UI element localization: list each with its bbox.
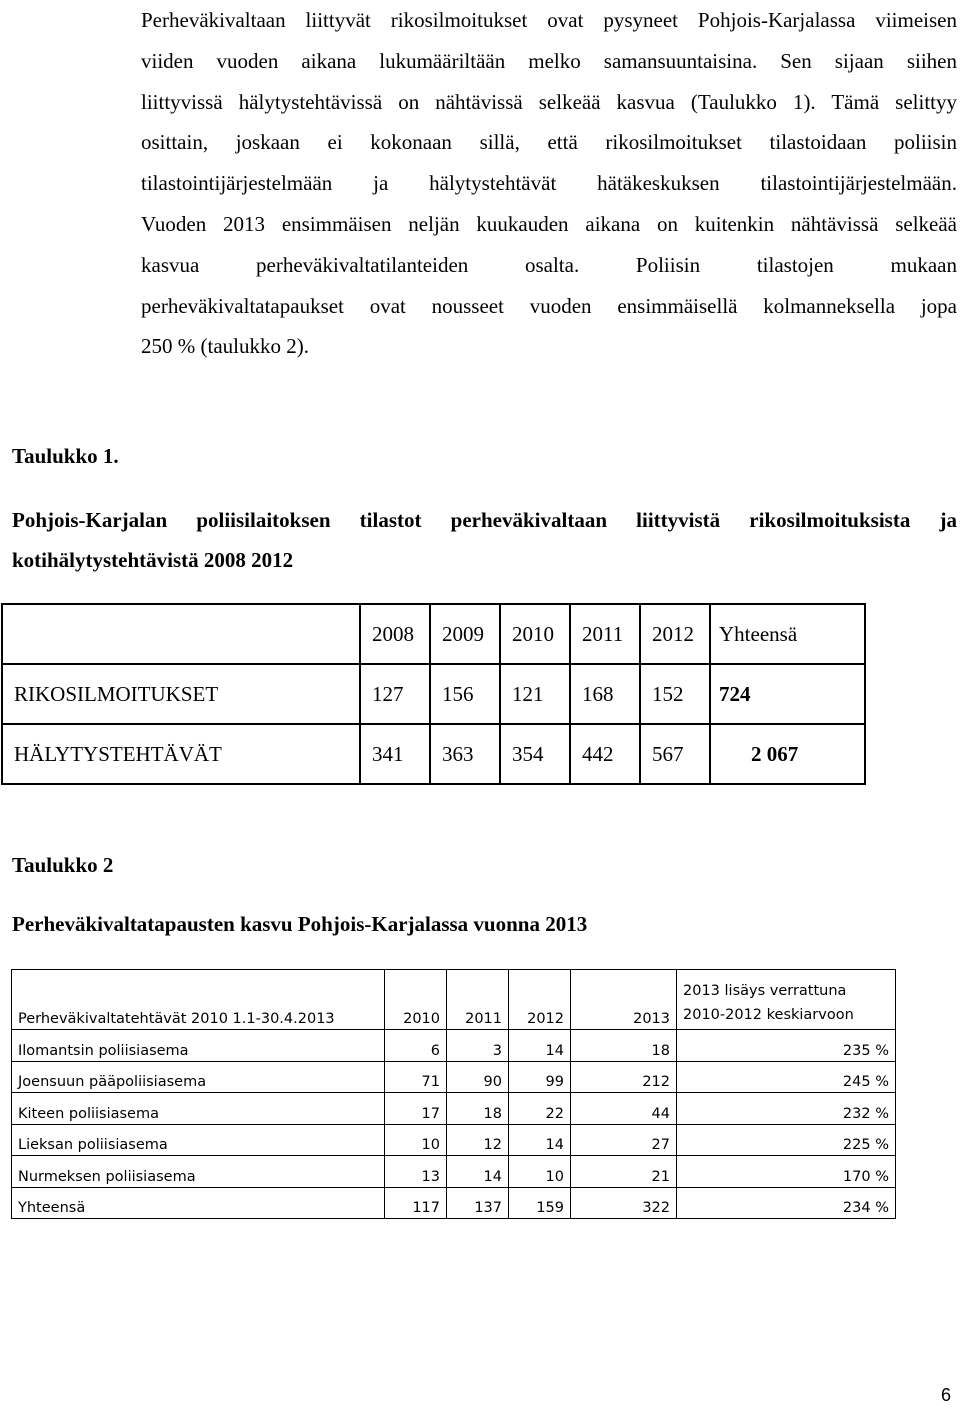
table1-header-cell: Yhteensä (710, 604, 865, 664)
table2-cell: 18 (571, 1030, 677, 1062)
table1-label: Taulukko 1. (12, 444, 119, 468)
table2-increase-cell: 232 % (677, 1093, 896, 1125)
table1-header-cell: 2011 (570, 604, 640, 664)
table2-header-cell: 2011 (447, 970, 509, 1030)
table2-row-name: Yhteensä (12, 1187, 385, 1219)
table2-cell: 44 (571, 1093, 677, 1125)
table2-header-cell: 2010 (385, 970, 447, 1030)
table2-row-name: Joensuun pääpoliisiasema (12, 1061, 385, 1093)
table2-cell: 3 (447, 1030, 509, 1062)
table2-header-cell: 2013 (571, 970, 677, 1030)
paragraph-line: tilastointijärjestelmään ja hälytystehtävät hätäkeskuksen tilastointijärjestelmään. (141, 171, 957, 196)
table2-increase-cell: 234 % (677, 1187, 896, 1219)
table1-header-row (2, 604, 865, 664)
table2-increase-cell: 225 % (677, 1124, 896, 1156)
table2-row (12, 1030, 896, 1062)
table2-cell: 22 (509, 1093, 571, 1125)
table1-title-line: kotihälytystehtävistä 2008 2012 (12, 548, 294, 572)
table2-row-name: Ilomantsin poliisiasema (12, 1030, 385, 1062)
table1-header-cell: 2008 (360, 604, 430, 664)
table2-cell: 6 (385, 1030, 447, 1062)
table2-row-name: Nurmeksen poliisiasema (12, 1156, 385, 1188)
table2-increase-cell: 245 % (677, 1061, 896, 1093)
table2-cell: 212 (571, 1061, 677, 1093)
table2-header-row (12, 970, 896, 1030)
table2-cell: 17 (385, 1093, 447, 1125)
table2-cell: 21 (571, 1156, 677, 1188)
table2-row (12, 1187, 896, 1219)
table2-cell: 27 (571, 1124, 677, 1156)
table2-cell: 159 (509, 1187, 571, 1219)
table1-row-label: HÄLYTYSTEHTÄVÄT (2, 724, 360, 784)
table2-increase-cell: 235 % (677, 1030, 896, 1062)
table2-row (12, 1124, 896, 1156)
table2-cell: 10 (385, 1124, 447, 1156)
paragraph-line: 250 % (taulukko 2). (141, 334, 309, 359)
paragraph-line: Vuoden 2013 ensimmäisen neljän kuukauden aikana on kuitenkin nähtävissä selkeää (141, 211, 957, 236)
table2-cell: 90 (447, 1061, 509, 1093)
page-number: 6 (940, 1385, 951, 1405)
table1-cell: 567 (640, 724, 710, 784)
body-paragraph (141, 0, 957, 367)
table2-cell: 14 (509, 1030, 571, 1062)
table1-cell: 354 (500, 724, 570, 784)
table1-row (2, 724, 865, 784)
table2-label: Taulukko 2 (12, 853, 114, 877)
table2-cell: 14 (447, 1156, 509, 1188)
table2-cell: 71 (385, 1061, 447, 1093)
table1-header-cell: 2010 (500, 604, 570, 664)
table2-header-cell: 2012 (509, 970, 571, 1030)
table1-cell: 121 (500, 664, 570, 724)
table2-row (12, 1061, 896, 1093)
table2-cell: 18 (447, 1093, 509, 1125)
table1-cell: 442 (570, 724, 640, 784)
table1-cell: 168 (570, 664, 640, 724)
paragraph-line: kasvua perheväkivaltatilanteiden osalta. Poliisin tilastojen mukaan (141, 252, 957, 277)
table2-row-name: Kiteen poliisiasema (12, 1093, 385, 1125)
table1-total-cell: 724 (710, 664, 865, 724)
table1-header-empty (2, 604, 360, 664)
table2-cell: 99 (509, 1061, 571, 1093)
table2-cell: 137 (447, 1187, 509, 1219)
table1-total-cell: 2 067 (710, 724, 865, 784)
paragraph-line: osittain, joskaan ei kokonaan sillä, että rikosilmoitukset tilastoidaan poliisin (141, 130, 957, 155)
table1-cell: 152 (640, 664, 710, 724)
table2-cell: 13 (385, 1156, 447, 1188)
table1-cell: 156 (430, 664, 500, 724)
table2-header-line: 2013 lisäys verrattuna (683, 983, 847, 999)
paragraph-line: viiden vuoden aikana lukumääriltään melko samansuuntaisina. Sen sijaan siihen (141, 48, 957, 73)
table2 (11, 969, 896, 1219)
paragraph-line: liittyvissä hälytystehtävissä on nähtävissä selkeää kasvua (Taulukko 1). Tämä selittyy (141, 89, 957, 114)
table2-row (12, 1093, 896, 1125)
table1 (1, 603, 866, 785)
table1-title-line: Pohjois-Karjalan poliisilaitoksen tilastot perheväkivaltaan liittyvistä rikosilmoituksista ja (12, 508, 957, 532)
table2-cell: 10 (509, 1156, 571, 1188)
table1-cell: 127 (360, 664, 430, 724)
table2-cell: 12 (447, 1124, 509, 1156)
table1-row-label: RIKOSILMOITUKSET (2, 664, 360, 724)
table2-header-cell (677, 970, 896, 1030)
paragraph-line: Perheväkivaltaan liittyvät rikosilmoitukset ovat pysyneet Pohjois-Karjalassa viimeisen (141, 8, 957, 32)
table2-header-cell: Perheväkivaltatehtävät 2010 1.1-30.4.2013 (12, 970, 385, 1030)
table1-cell: 363 (430, 724, 500, 784)
table2-title: Perheväkivaltatapausten kasvu Pohjois-Karjalassa vuonna 2013 (12, 912, 588, 936)
table2-row-name: Lieksan poliisiasema (12, 1124, 385, 1156)
table2-cell: 322 (571, 1187, 677, 1219)
table2-increase-cell: 170 % (677, 1156, 896, 1188)
table1-cell: 341 (360, 724, 430, 784)
table1-header-cell: 2012 (640, 604, 710, 664)
table1-title (12, 500, 957, 580)
table2-header-line: 2010-2012 keskiarvoon (683, 1007, 854, 1023)
table1-header-cell: 2009 (430, 604, 500, 664)
paragraph-line: perheväkivaltatapaukset ovat nousseet vuoden ensimmäisellä kolmanneksella jopa (141, 293, 957, 318)
table1-row (2, 664, 865, 724)
table2-cell: 14 (509, 1124, 571, 1156)
table2-row (12, 1156, 896, 1188)
table2-cell: 117 (385, 1187, 447, 1219)
